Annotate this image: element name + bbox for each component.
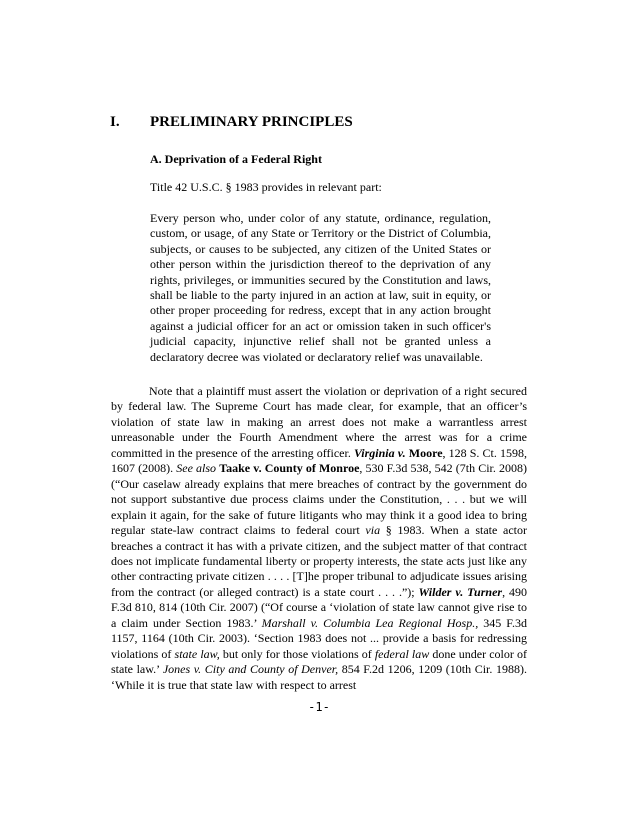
text-run: , 530 F.3d 538, 542 (7th Cir. 2008) (“Our caselaw already explains that mere breaches of contract by the government do not support substantive due process claims under the Constitution, . . . but we will explain it again, for the sake of future litigants who may think it a good idea to bring regular state-law contract claims to federal court — [111, 461, 528, 538]
signal-text: See also — [176, 461, 217, 476]
text-run: , 128 S. Ct. 1598, 1607 (2008). — [111, 445, 528, 476]
case-name: Moore — [408, 445, 443, 460]
italic-text: via — [365, 523, 381, 538]
case-name: Marshall v. Columbia Lea Regional Hosp., — [261, 615, 479, 630]
text-run: 854 F.2d 1206, 1209 (10th Cir. 1988). ‘While it is true that state law with respect to arrest — [111, 662, 527, 692]
italic-text: federal law — [374, 646, 430, 661]
section-title: PRELIMINARY PRINCIPLES — [150, 114, 353, 130]
body-paragraph — [111, 384, 527, 693]
text-run: 345 F.3d 1157, 1164 (10th Cir. 2003). ‘Section 1983 does not ... provide a basis for redressing violations of — [111, 615, 528, 661]
text-run: Note that a plaintiff must assert the violation or deprivation of a right secured by federal law. The Supreme Court has made clear, for example, that an officer’s violation of state law in making an arrest does not make a warrantless arrest unreasonable under the Fourth Amendment where the arrest was for a crime committed in the presence of the arresting officer. — [111, 384, 527, 460]
section-heading — [110, 114, 353, 131]
case-name: Wilder v. Turner — [418, 584, 503, 599]
case-name: Jones v. City and County of Denver, — [162, 662, 339, 677]
text-run: , 490 F.3d 810, 814 (10th Cir. 2007) (“Of course a ‘violation of state law cannot give rise to a claim under Section 1983.’ — [111, 584, 528, 630]
text-run: but only for those violations of — [219, 646, 375, 661]
subsection-heading: A. Deprivation of a Federal Right — [150, 152, 322, 166]
text-run: done under color of state law.’ — [111, 646, 527, 677]
case-name: Virginia v. — [353, 445, 406, 460]
block-quote: Every person who, under color of any statute, ordinance, regulation, custom, or usage, of any State or Territory or the District of Columbia, subjects, or causes to be subjected, any citizen of the United States or other person within the jurisdiction thereof to the deprivation of any rights, privileges, or immunities secured by the Constitution and laws, shall be liable to the party injured in an action at law, suit in equity, or other proper proceeding for redress, except that in any action brought against a judicial officer for an act or omission taken in such officer's judicial capacity, injunctive relief shall not be granted unless a declaratory decree was violated or declaratory relief was unavailable. — [150, 211, 491, 364]
text-run: § 1983. When a state actor breaches a contract it has with a private citizen, and the subject matter of that contract does not implicate fundamental liberty or property interests, the state acts just like any other contracting private citizen . . . . [T]he proper tribunal to adjudicate issues arising from the contract (or alleged contract) is a state court . . . .”); — [111, 523, 527, 599]
page-number: -1- — [308, 700, 330, 714]
case-name: Taake v. County of Monroe — [219, 461, 360, 476]
section-number: I. — [110, 114, 120, 130]
intro-text: Title 42 U.S.C. § 1983 provides in relevant part: — [150, 180, 382, 194]
italic-text: state law, — [174, 646, 220, 661]
